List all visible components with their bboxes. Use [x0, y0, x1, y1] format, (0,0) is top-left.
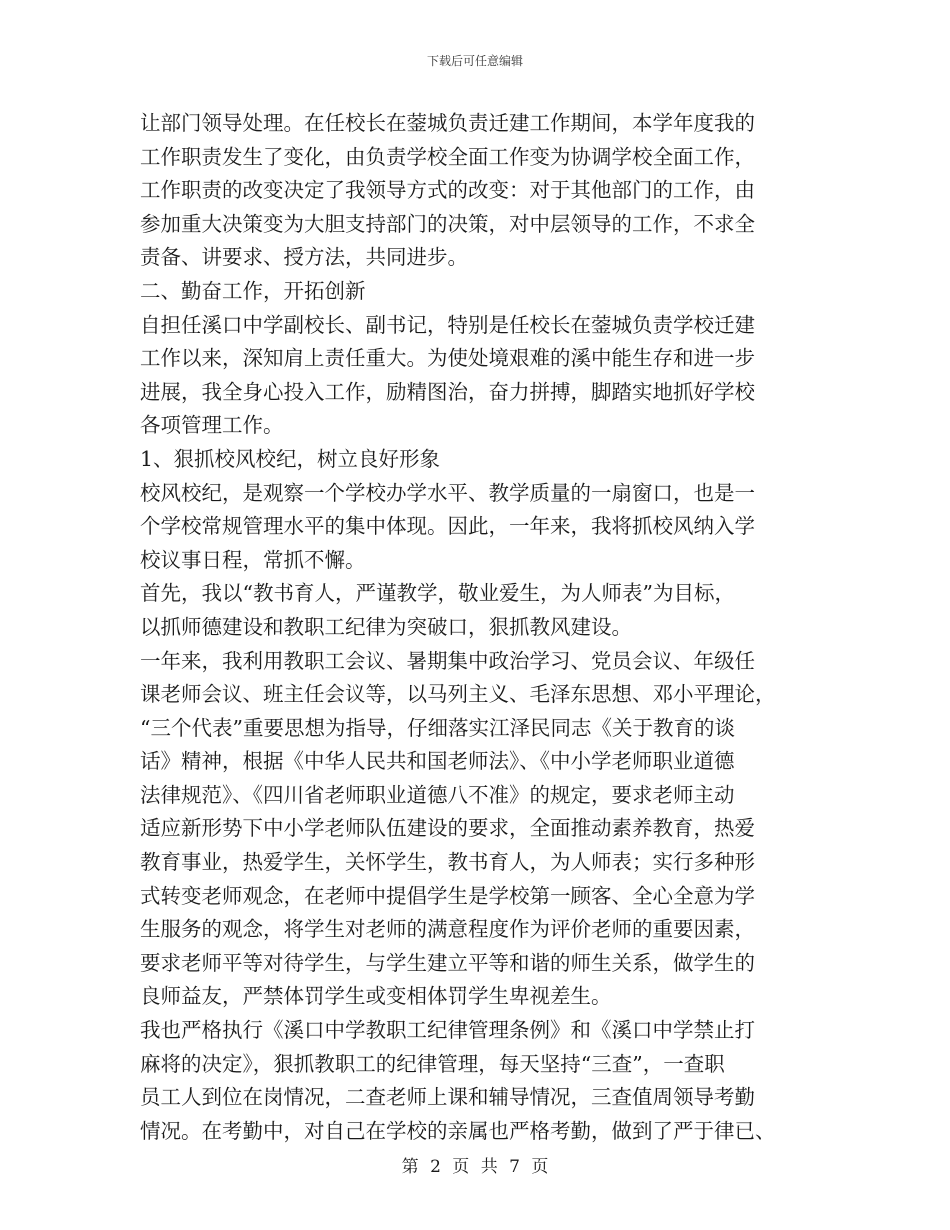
text-line: 校风校纪，是观察一个学校办学水平、教学质量的一扇窗口，也是一: [140, 480, 755, 505]
text-line: 课老师会议、班主任会议等，以马列主义、毛泽东思想、邓小平理论，: [140, 682, 776, 707]
page-number: 第 2 页 共 7 页: [401, 1157, 549, 1177]
text-line: 责备、讲要求、授方法，共同进步。: [140, 245, 468, 270]
text-line: 一年来，我利用教职工会议、暑期集中政治学习、党员会议、年级任: [140, 648, 755, 673]
document-body: [140, 107, 830, 1148]
text-line: 进展，我全身心投入工作，励精图治，奋力拼搏，脚踏实地抓好学校: [140, 379, 755, 404]
text-line: 个学校常规管理水平的集中体现。因此，一年来，我将抓校风纳入学: [140, 514, 755, 539]
text-line: 麻将的决定》，狠抓教职工的纪律管理，每天坚持“三查”，一查职: [140, 1051, 725, 1076]
text-line: 适应新形势下中小学老师队伍建设的要求，全面推动素养教育，热爱: [140, 816, 755, 841]
section-heading: 二、勤奋工作，开拓创新: [140, 278, 366, 303]
text-line: 工作职责的改变决定了我领导方式的改变：对于其他部门的工作，由: [140, 178, 755, 203]
text-line: 良师益友，严禁体罚学生或变相体罚学生卑视差生。: [140, 984, 612, 1009]
text-line: 以抓师德建设和教职工纪律为突破口，狠抓教风建设。: [140, 614, 632, 639]
subsection-heading: 1、狠抓校风校纪，树立良好形象: [140, 446, 441, 471]
text-line: 生服务的观念，将学生对老师的满意程度作为评价老师的重要因素，: [140, 917, 755, 942]
text-line: 首先，我以“教书育人，严谨教学，敬业爱生，为人师表”为目标，: [140, 581, 735, 606]
text-line: 我也严格执行《溪口中学教职工纪律管理条例》和《溪口中学禁止打: [140, 1018, 755, 1043]
text-line: 教育事业，热爱学生，关怀学生，教书育人，为人师表；实行多种形: [140, 850, 755, 875]
text-line: 法律规范》、《四川省老师职业道德八不准》的规定，要求老师主动: [140, 782, 735, 807]
text-line: 情况。在考勤中，对自己在学校的亲属也严格考勤，做到了严于律已、: [140, 1118, 776, 1143]
text-line: 员工人到位在岗情况，二查老师上课和辅导情况，三查值周领导考勤: [140, 1085, 755, 1110]
text-line: 让部门领导处理。在任校长在蓥城负责迁建工作期间，本学年度我的: [140, 111, 755, 135]
text-line: 校议事日程，常抓不懈。: [140, 547, 366, 572]
text-line: 要求老师平等对待学生，与学生建立平等和谐的师生关系，做学生的: [140, 950, 755, 975]
text-line: 工作以来，深知肩上责任重大。为使处境艰难的溪中能生存和进一步: [140, 346, 755, 371]
text-line: 自担任溪口中学副校长、副书记，特别是任校长在蓥城负责学校迁建: [140, 312, 755, 337]
text-line: 各项管理工作。: [140, 413, 284, 438]
text-line: 工作职责发生了变化，由负责学校全面工作变为协调学校全面工作，: [140, 144, 755, 169]
text-line: 参加重大决策变为大胆支持部门的决策，对中层领导的工作，不求全: [140, 211, 755, 236]
page-header: 下载后可任意编辑: [426, 54, 523, 68]
text-line: 式转变老师观念，在老师中提倡学生是学校第一顾客、全心全意为学: [140, 883, 755, 908]
text-line: 话》精神，根据《中华人民共和国老师法》、《中小学老师职业道德: [140, 749, 735, 774]
text-line: “三个代表”重要思想为指导，仔细落实江泽民同志《关于教育的谈: [140, 715, 735, 740]
